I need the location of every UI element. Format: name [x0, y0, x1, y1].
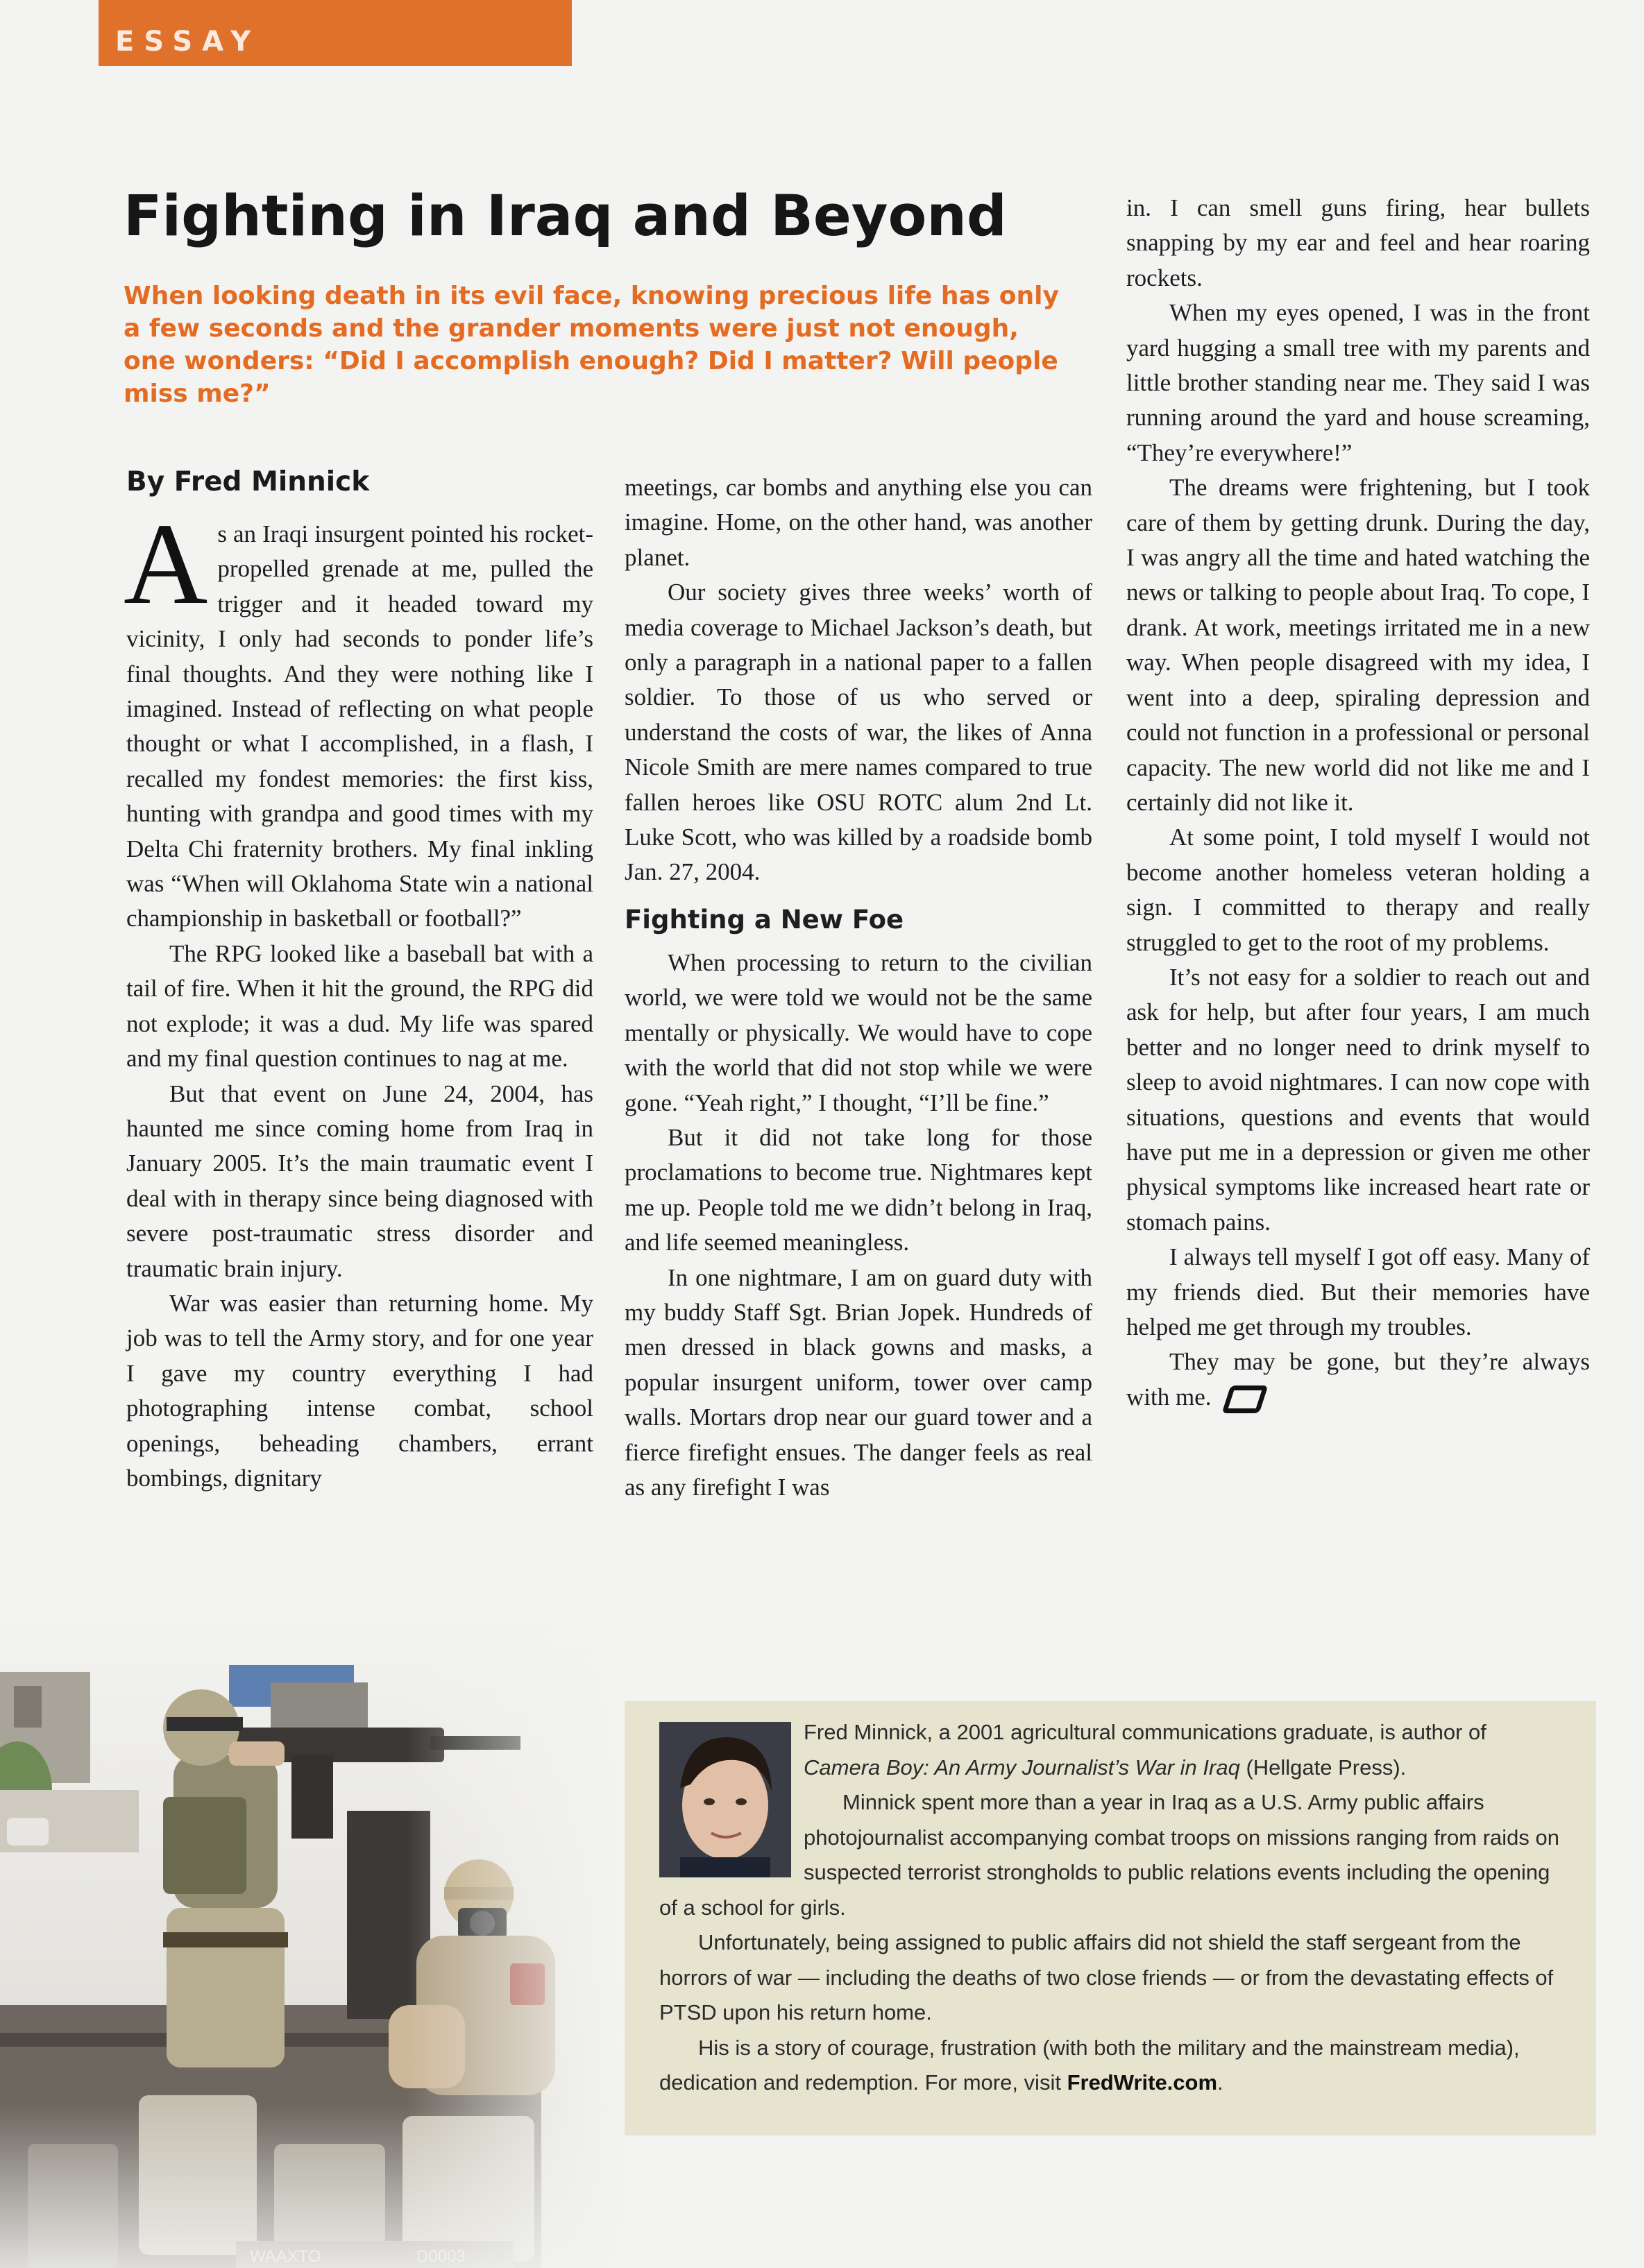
article-paragraph: When processing to return to the civilian world, we were told we would not be the same mentally or physically. We would have to cope with the world that did not stop while we were gone. “Yeah right,” I thought, “I’ll be fine.”: [625, 948, 1092, 1116]
bio-paragraph: His is a story of courage, frustration (with both the military and the mainstream media), dedication and redemption. For more, visit FredWrite.com.: [659, 2035, 1520, 2095]
article-title: Fighting in Iraq and Beyond: [124, 184, 1007, 249]
article-paragraph: In one nightmare, I am on guard duty with my buddy Staff Sgt. Brian Jopek. Hundreds of men dressed in black gowns and masks, a popular insurgent uniform, tower over camp walls. Mortars drop near our guard tower and a fierce firefight ensues. The danger feels as real as any firefight I was: [625, 1263, 1092, 1501]
section-subhead: Fighting a New Foe: [625, 904, 904, 935]
bio-paragraph: Unfortunately, being assigned to public affairs did not shield the staff sergeant from the horrors of war — including the deaths of two close friends — or from the devastating effects of PTSD upon his return home.: [659, 1930, 1554, 2024]
end-mark-icon: [1222, 1385, 1269, 1413]
section-label: ESSAY: [99, 0, 572, 66]
article-column-3: [1126, 191, 1590, 1415]
byline: By Fred Minnick: [126, 466, 370, 497]
article-paragraph: in. I can smell guns firing, hear bullets snapping by my ear and feel and hear roaring rockets.: [1126, 194, 1590, 291]
website-link[interactable]: FredWrite.com: [1067, 2070, 1218, 2095]
article-column-1: [124, 500, 593, 1496]
book-title: Camera Boy: An Army Journalist’s War in Iraq: [804, 1755, 1240, 1780]
article-paragraph: meetings, car bombs and anything else you can imagine. Home, on the other hand, was another planet.: [625, 474, 1092, 571]
article-paragraph: I always tell myself I got off easy. Many of my friends died. But their memories have helped me get through my troubles.: [1126, 1243, 1590, 1340]
author-bio-box: [625, 1701, 1596, 2135]
article-paragraph: The RPG looked like a baseball bat with a tail of fire. When it hit the ground, the RPG did not explode; it was a dud. My life was spared and my final question continues to nag at me.: [126, 939, 593, 1073]
bio-paragraph: Minnick spent more than a year in Iraq as a U.S. Army public affairs photojournalist accompanying combat troops on missions ranging from raids on suspected terrorist strongholds to public relations events including the opening of a school for girls.: [659, 1790, 1560, 1920]
article-paragraph: Our society gives three weeks’ worth of media coverage to Michael Jackson’s death, but only a paragraph in a national paper to a fallen soldier. To those of us who served or understand the costs of war, the likes of Anna Nicole Smith are mere names compared to true fallen heroes like OSU ROTC alum 2nd Lt. Luke Scott, who was killed by a roadside bomb Jan. 27, 2004.: [625, 579, 1092, 886]
article-column-2: [625, 470, 1092, 1505]
article-paragraph: At some point, I told myself I would not become another homeless veteran holding a sign. I committed to therapy and really struggled to get to the root of my problems.: [1126, 824, 1590, 956]
article-paragraph: When my eyes opened, I was in the front yard hugging a small tree with my parents and little brother standing near me. They said I was running around the yard and house screaming, “They’re everywhere!”: [1126, 299, 1590, 466]
article-paragraph: But that event on June 24, 2004, has haunted me since coming home from Iraq in January 2005. It’s the main traumatic event I deal with in therapy since being diagnosed with severe post-traumatic stress disorder and traumatic brain injury.: [126, 1080, 593, 1282]
article-paragraph: It’s not easy for a soldier to reach out and ask for help, but after four years, I am much better and no longer need to drink myself to sleep to avoid nightmares. I can now cope with situations, questions and events that would have put me in a depression or given me other physical symptoms like increased heart rate or stomach pains.: [1126, 963, 1590, 1236]
article-deck: When looking death in its evil face, knowing precious life has only a few seconds and the grander moments were just not enough, one wonders: “Did I accomplish enough? Did I matter? Will people miss me?”: [124, 282, 1059, 408]
author-portrait: [659, 1722, 791, 1877]
soldiers-photo: [0, 1617, 625, 2268]
bio-paragraph: Fred Minnick, a 2001 agricultural communications graduate, is author of Camera Boy: An Army Journalist’s War in Iraq (Hellgate Press).: [804, 1720, 1486, 1780]
article-paragraph: As an Iraqi insurgent pointed his rocket-propelled grenade at me, pulled the trigger and it headed toward my vicinity, I only had seconds to ponder life’s final thoughts. And they were nothing like I imagined. Instead of reflecting on what people thought or what I accomplished, in a flash, I recalled my fondest memories: the first kiss, hunting with grandpa and good times with my Delta Chi fraternity brothers. My final inkling was “When will Oklahoma State win a national championship in basketball or football?”: [124, 500, 593, 932]
article-paragraph: They may be gone, but they’re always with me.: [1126, 1345, 1590, 1415]
article-paragraph: The dreams were frightening, but I took care of them by getting drunk. During the day, I was angry all the time and hated watching the news or talking to people about Iraq. To cope, I drank. At work, meetings irritated me in a new way. When people disagreed with my idea, I went into a deep, spiraling depression and could not function in a professional or personal capacity. The new world did not like me and I certainly did not like it.: [1126, 474, 1590, 816]
drop-cap: A: [124, 500, 208, 629]
article-paragraph: But it did not take long for those proclamations to become true. Nightmares kept me up. People told me we didn’t belong in Iraq, and life seemed meaningless.: [625, 1123, 1092, 1256]
article-paragraph: War was easier than returning home. My job was to tell the Army story, and for one year I gave my country everything I had photographing intense combat, school openings, beheading chambers, errant bombings, dignitary: [126, 1289, 593, 1492]
